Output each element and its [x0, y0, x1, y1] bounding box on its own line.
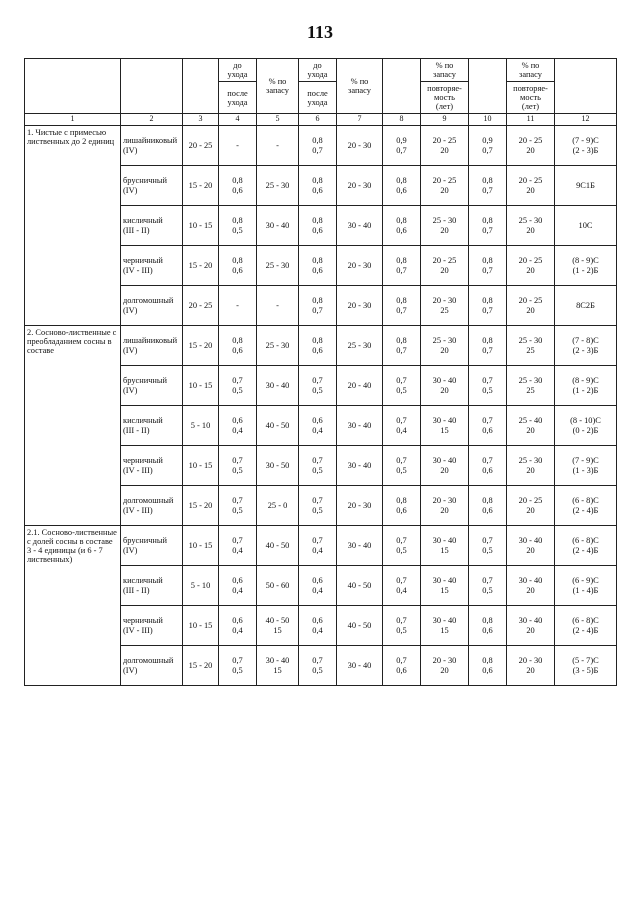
header-do-uhoda-2: до ухода [299, 59, 337, 82]
table-row [25, 526, 617, 566]
value-cell-c7: 30 - 40 [337, 446, 383, 486]
header-row-groups [25, 59, 617, 82]
value-cell-c6: 0,8 0,7 [299, 126, 337, 166]
value-cell-c6: 0,8 0,6 [299, 246, 337, 286]
header-do-uhoda-1: до ухода [219, 59, 257, 82]
value-cell-c9: 30 - 40 20 [421, 366, 469, 406]
value-cell-c12: (6 - 9)С (1 - 4)Б [555, 566, 617, 606]
value-cell-c10: 0,8 0,7 [469, 326, 507, 366]
value-cell-c5: 50 - 60 [257, 566, 299, 606]
value-cell-c5: 40 - 50 [257, 406, 299, 446]
value-cell-c9: 25 - 30 20 [421, 206, 469, 246]
value-cell-c7: 20 - 30 [337, 126, 383, 166]
value-cell-c9: 20 - 30 25 [421, 286, 469, 326]
header-empty [25, 59, 121, 114]
header-empty [469, 59, 507, 114]
value-cell-c7: 20 - 30 [337, 286, 383, 326]
value-cell-c5: 30 - 50 [257, 446, 299, 486]
value-cell-c3: 15 - 20 [183, 486, 219, 526]
page-number: 113 [306, 22, 333, 42]
value-cell-c12: (6 - 8)С (2 - 4)Б [555, 526, 617, 566]
value-cell-c4: 0,8 0,6 [219, 166, 257, 206]
value-cell-c5: 25 - 0 [257, 486, 299, 526]
value-cell-c6: 0,6 0,4 [299, 406, 337, 446]
value-cell-c8: 0,8 0,7 [383, 286, 421, 326]
value-cell-c8: 0,7 0,5 [383, 446, 421, 486]
value-cell-c7: 20 - 30 [337, 246, 383, 286]
stand-group-name: 2.1. Сосново-лиственные с долей сосны в составе 3 - 4 единицы (и 6 - 7 лиственных) [25, 526, 121, 686]
header-povtoryaemost-2: повторяе- мость (лет) [507, 82, 555, 114]
value-cell-c4: 0,8 0,6 [219, 326, 257, 366]
value-cell-c7: 20 - 40 [337, 366, 383, 406]
value-cell-c3: 15 - 20 [183, 246, 219, 286]
table-row [25, 126, 617, 166]
value-cell-c12: (7 - 8)С (2 - 3)Б [555, 326, 617, 366]
header-pct-zapas-2: % по запасу [337, 59, 383, 114]
header-empty [383, 59, 421, 114]
stand-group-name: 2. Сосново-лиственные с преобладанием сосны в составе [25, 326, 121, 526]
value-cell-c11: 25 - 30 25 [507, 366, 555, 406]
value-cell-c11: 20 - 30 20 [507, 646, 555, 686]
forest-type-cell: брусничный (IV) [121, 166, 183, 206]
value-cell-c10: 0,7 0,5 [469, 526, 507, 566]
value-cell-c11: 20 - 25 20 [507, 166, 555, 206]
value-cell-c8: 0,9 0,7 [383, 126, 421, 166]
forest-type-cell: лишайниковый (IV) [121, 326, 183, 366]
column-number: 12 [555, 114, 617, 126]
column-number: 11 [507, 114, 555, 126]
value-cell-c7: 20 - 30 [337, 486, 383, 526]
value-cell-c7: 30 - 40 [337, 406, 383, 446]
forest-type-cell: брусничный (IV) [121, 526, 183, 566]
forest-type-cell: черничный (IV - III) [121, 446, 183, 486]
column-number: 7 [337, 114, 383, 126]
value-cell-c9: 20 - 25 20 [421, 246, 469, 286]
value-cell-c10: 0,8 0,7 [469, 286, 507, 326]
value-cell-c3: 10 - 15 [183, 446, 219, 486]
value-cell-c11: 30 - 40 20 [507, 526, 555, 566]
value-cell-c7: 20 - 30 [337, 166, 383, 206]
value-cell-c6: 0,8 0,7 [299, 286, 337, 326]
value-cell-c7: 30 - 40 [337, 646, 383, 686]
value-cell-c4: 0,7 0,5 [219, 646, 257, 686]
value-cell-c4: 0,8 0,6 [219, 246, 257, 286]
value-cell-c3: 10 - 15 [183, 526, 219, 566]
value-cell-c6: 0,7 0,5 [299, 366, 337, 406]
value-cell-c4: - [219, 286, 257, 326]
column-number: 6 [299, 114, 337, 126]
value-cell-c9: 20 - 30 20 [421, 486, 469, 526]
header-posle-uhoda-1: после ухода [219, 82, 257, 114]
value-cell-c7: 40 - 50 [337, 606, 383, 646]
value-cell-c5: 30 - 40 [257, 206, 299, 246]
value-cell-c12: (6 - 8)С (2 - 4)Б [555, 606, 617, 646]
value-cell-c5: - [257, 126, 299, 166]
value-cell-c3: 5 - 10 [183, 406, 219, 446]
value-cell-c9: 30 - 40 15 [421, 566, 469, 606]
value-cell-c8: 0,8 0,6 [383, 166, 421, 206]
value-cell-c6: 0,6 0,4 [299, 566, 337, 606]
value-cell-c5: 30 - 40 15 [257, 646, 299, 686]
value-cell-c10: 0,8 0,6 [469, 486, 507, 526]
value-cell-c3: 10 - 15 [183, 606, 219, 646]
value-cell-c12: (8 - 9)С (1 - 2)Б [555, 366, 617, 406]
value-cell-c6: 0,8 0,6 [299, 166, 337, 206]
value-cell-c3: 15 - 20 [183, 326, 219, 366]
value-cell-c11: 25 - 40 20 [507, 406, 555, 446]
value-cell-c4: 0,8 0,5 [219, 206, 257, 246]
value-cell-c12: (8 - 10)С (0 - 2)Б [555, 406, 617, 446]
value-cell-c3: 20 - 25 [183, 286, 219, 326]
value-cell-c10: 0,8 0,7 [469, 246, 507, 286]
value-cell-c9: 30 - 40 20 [421, 446, 469, 486]
value-cell-c11: 20 - 25 20 [507, 126, 555, 166]
header-pct-zapas-1: % по запасу [257, 59, 299, 114]
forest-type-cell: кисличный (III - II) [121, 206, 183, 246]
value-cell-c3: 10 - 15 [183, 366, 219, 406]
value-cell-c11: 25 - 30 25 [507, 326, 555, 366]
data-table [24, 58, 617, 686]
forest-type-cell: долгомошный (IV - III) [121, 486, 183, 526]
value-cell-c8: 0,8 0,6 [383, 486, 421, 526]
value-cell-c6: 0,8 0,6 [299, 326, 337, 366]
header-empty [183, 59, 219, 114]
value-cell-c8: 0,7 0,6 [383, 646, 421, 686]
value-cell-c7: 40 - 50 [337, 566, 383, 606]
value-cell-c3: 15 - 20 [183, 166, 219, 206]
value-cell-c5: 40 - 50 [257, 526, 299, 566]
value-cell-c10: 0,7 0,6 [469, 406, 507, 446]
value-cell-c9: 20 - 25 20 [421, 126, 469, 166]
column-number: 10 [469, 114, 507, 126]
value-cell-c11: 20 - 25 20 [507, 246, 555, 286]
value-cell-c4: 0,7 0,5 [219, 366, 257, 406]
value-cell-c12: 10С [555, 206, 617, 246]
column-number: 1 [25, 114, 121, 126]
value-cell-c11: 25 - 30 20 [507, 446, 555, 486]
value-cell-c11: 25 - 30 20 [507, 206, 555, 246]
value-cell-c8: 0,7 0,5 [383, 526, 421, 566]
forest-type-cell: долгомошный (IV) [121, 646, 183, 686]
header-posle-uhoda-2: после ухода [299, 82, 337, 114]
value-cell-c4: 0,7 0,4 [219, 526, 257, 566]
value-cell-c9: 30 - 40 15 [421, 406, 469, 446]
value-cell-c11: 20 - 25 20 [507, 286, 555, 326]
value-cell-c8: 0,7 0,4 [383, 566, 421, 606]
value-cell-c10: 0,8 0,7 [469, 206, 507, 246]
header-pct-zapas-4: % по запасу [507, 59, 555, 82]
forest-type-cell: долгомошный (IV) [121, 286, 183, 326]
value-cell-c12: 8С2Б [555, 286, 617, 326]
value-cell-c6: 0,7 0,5 [299, 486, 337, 526]
value-cell-c9: 30 - 40 15 [421, 606, 469, 646]
column-number: 4 [219, 114, 257, 126]
forest-type-cell: черничный (IV - III) [121, 606, 183, 646]
value-cell-c11: 30 - 40 20 [507, 566, 555, 606]
value-cell-c4: 0,6 0,4 [219, 566, 257, 606]
value-cell-c9: 20 - 30 20 [421, 646, 469, 686]
value-cell-c9: 30 - 40 15 [421, 526, 469, 566]
header-povtoryaemost-1: повторяе- мость (лет) [421, 82, 469, 114]
value-cell-c6: 0,8 0,6 [299, 206, 337, 246]
forest-type-cell: брусничный (IV) [121, 366, 183, 406]
column-number: 3 [183, 114, 219, 126]
value-cell-c12: (6 - 8)С (2 - 4)Б [555, 486, 617, 526]
value-cell-c12: (5 - 7)С (3 - 5)Б [555, 646, 617, 686]
value-cell-c10: 0,7 0,5 [469, 566, 507, 606]
value-cell-c10: 0,8 0,7 [469, 166, 507, 206]
column-number-row [25, 114, 617, 126]
value-cell-c5: 30 - 40 [257, 366, 299, 406]
column-number: 5 [257, 114, 299, 126]
forest-type-cell: кисличный (III - II) [121, 406, 183, 446]
value-cell-c5: 25 - 30 [257, 166, 299, 206]
value-cell-c5: 40 - 50 15 [257, 606, 299, 646]
value-cell-c10: 0,8 0,6 [469, 646, 507, 686]
value-cell-c10: 0,9 0,7 [469, 126, 507, 166]
column-number: 2 [121, 114, 183, 126]
value-cell-c3: 15 - 20 [183, 646, 219, 686]
value-cell-c8: 0,8 0,6 [383, 206, 421, 246]
value-cell-c8: 0,8 0,7 [383, 246, 421, 286]
value-cell-c3: 20 - 25 [183, 126, 219, 166]
value-cell-c4: 0,6 0,4 [219, 606, 257, 646]
value-cell-c12: 9С1Б [555, 166, 617, 206]
value-cell-c12: (7 - 9)С (2 - 3)Б [555, 126, 617, 166]
value-cell-c6: 0,6 0,4 [299, 606, 337, 646]
table-row [25, 326, 617, 366]
value-cell-c4: 0,6 0,4 [219, 406, 257, 446]
value-cell-c4: 0,7 0,5 [219, 446, 257, 486]
value-cell-c10: 0,7 0,5 [469, 366, 507, 406]
column-number: 9 [421, 114, 469, 126]
value-cell-c9: 25 - 30 20 [421, 326, 469, 366]
forest-type-cell: кисличный (III - II) [121, 566, 183, 606]
value-cell-c5: - [257, 286, 299, 326]
value-cell-c4: - [219, 126, 257, 166]
value-cell-c4: 0,7 0,5 [219, 486, 257, 526]
value-cell-c8: 0,7 0,4 [383, 406, 421, 446]
header-pct-zapas-3: % по запасу [421, 59, 469, 82]
forest-type-cell: лишайниковый (IV) [121, 126, 183, 166]
value-cell-c7: 30 - 40 [337, 526, 383, 566]
value-cell-c9: 20 - 25 20 [421, 166, 469, 206]
forest-care-table [24, 58, 616, 686]
value-cell-c3: 5 - 10 [183, 566, 219, 606]
column-number: 8 [383, 114, 421, 126]
value-cell-c12: (8 - 9)С (1 - 2)Б [555, 246, 617, 286]
value-cell-c10: 0,8 0,6 [469, 606, 507, 646]
value-cell-c7: 25 - 30 [337, 326, 383, 366]
header-empty [555, 59, 617, 114]
value-cell-c10: 0,7 0,6 [469, 446, 507, 486]
value-cell-c11: 20 - 25 20 [507, 486, 555, 526]
value-cell-c6: 0,7 0,4 [299, 526, 337, 566]
value-cell-c5: 25 - 30 [257, 246, 299, 286]
forest-type-cell: черничный (IV - III) [121, 246, 183, 286]
value-cell-c6: 0,7 0,5 [299, 446, 337, 486]
value-cell-c6: 0,7 0,5 [299, 646, 337, 686]
value-cell-c12: (7 - 9)С (1 - 3)Б [555, 446, 617, 486]
value-cell-c7: 30 - 40 [337, 206, 383, 246]
table-body [25, 126, 617, 686]
header-empty [121, 59, 183, 114]
stand-group-name: 1. Чистые с примесью лиственных до 2 единиц [25, 126, 121, 326]
value-cell-c8: 0,7 0,5 [383, 606, 421, 646]
value-cell-c11: 30 - 40 20 [507, 606, 555, 646]
value-cell-c8: 0,8 0,7 [383, 326, 421, 366]
value-cell-c5: 25 - 30 [257, 326, 299, 366]
value-cell-c8: 0,7 0,5 [383, 366, 421, 406]
value-cell-c3: 10 - 15 [183, 206, 219, 246]
